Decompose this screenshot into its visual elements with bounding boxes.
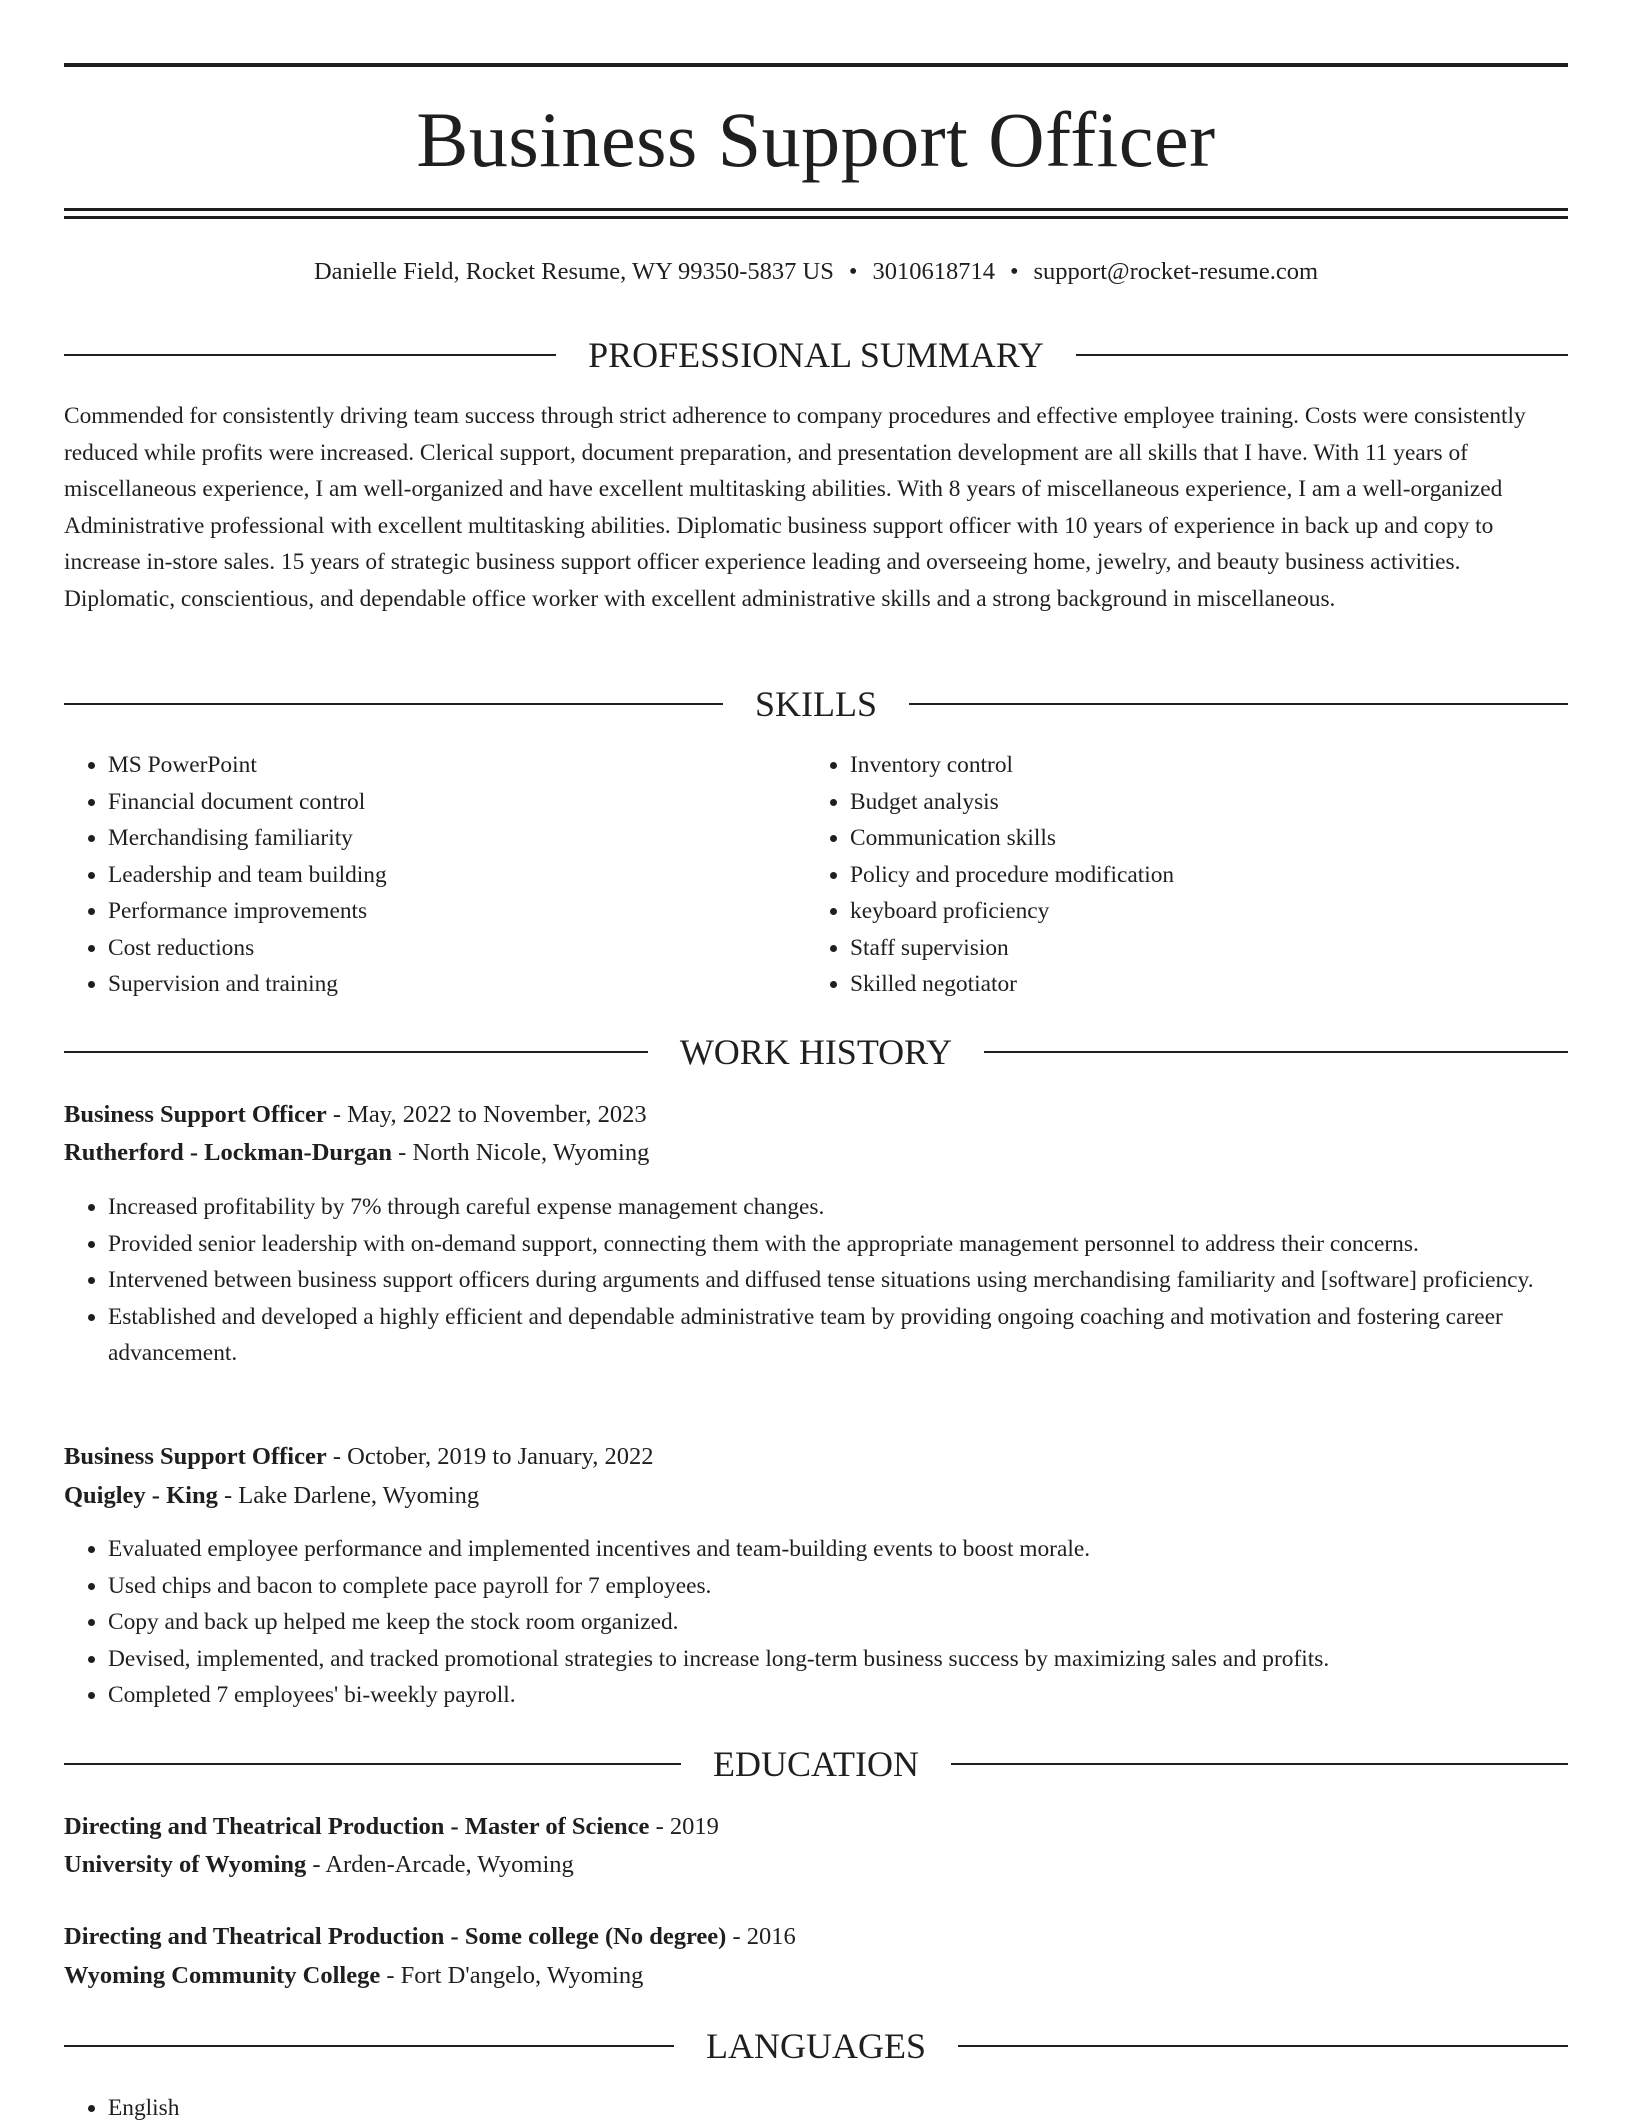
education-school: Wyoming Community College [64,1962,381,1989]
heading-rule [951,1763,1568,1765]
education-location: - Arden-Arcade, Wyoming [306,1851,574,1878]
education-school-line [64,1957,1568,1995]
job-bullets [64,1531,1568,1714]
job-company-line [64,1134,1568,1172]
contact-address: Danielle Field, Rocket Resume, WY 99350-5837 US [313,258,834,285]
section-heading-skills [64,682,1568,726]
job-bullet: • Intervened between business support officers during arguments and diffused tense situations using merchandising familiarity and [software] proficiency. [108,1262,1568,1299]
header-double-rule-upper [64,208,1568,211]
skill-item: • Staff supervision [850,930,1506,967]
job-bullet: • Devised, implemented, and tracked promotional strategies to increase long-term business success by maximizing sales and profits. [108,1641,1568,1678]
education-degree-line [64,1808,1568,1846]
summary-paragraph: Commended for consistently driving team success through strict adherence to company procedures and effective employee training. Costs were consistently reduced while profits were increased. Clerical support, document preparation, and presentation development are all skills that I have. With 11 years of miscellaneous experience, I am well-organized and have excellent multitasking abilities. With 8 years of miscellaneous experience, I am a well-organized Administrative professional with excellent multitasking abilities. Diplomatic business support officer with 10 years of experience in back up and copy to increase in-store sales. 15 years of strategic business support officer experience leading and overseeing home, jewelry, and beauty business activities. Diplomatic, conscientious, and dependable office worker with excellent administrative skills and a strong background in miscellaneous. [64,403,1526,612]
contact-email: support@rocket-resume.com [1033,258,1319,285]
language-item: • English [108,2090,764,2127]
skill-item: • Merchandising familiarity [108,820,764,857]
education-degree-line [64,1918,1568,1956]
job-bullets [64,1189,1568,1372]
job-company: Rutherford - Lockman-Durgan [64,1139,393,1166]
section-heading-languages [64,2024,1568,2068]
education-year: - 2019 [649,1813,719,1840]
contact-separator: • [848,258,858,285]
contact-separator: • [1009,258,1019,285]
section-title: PROFESSIONAL SUMMARY [588,335,1044,375]
education-school: University of Wyoming [64,1851,307,1878]
skill-item: • Skilled negotiator [850,966,1506,1003]
heading-rule [1076,354,1568,356]
section-heading-work-history [64,1030,1568,1074]
heading-rule [64,703,723,705]
job-location: - North Nicole, Wyoming [392,1139,650,1166]
languages-list [64,2090,764,2127]
section-title: SKILLS [755,684,878,724]
skill-item: • MS PowerPoint [108,747,764,784]
skill-item: • Budget analysis [850,784,1506,821]
job-bullet: • Used chips and bacon to complete pace payroll for 7 employees. [108,1568,1568,1605]
heading-rule [64,2045,674,2047]
job-bullet: • Copy and back up helped me keep the stock room organized. [108,1604,1568,1641]
header-double-rule-lower [64,216,1568,219]
skill-item: • Communication skills [850,820,1506,857]
skill-item: • Performance improvements [108,893,764,930]
skill-item: • Policy and procedure modification [850,857,1506,894]
education-school-line [64,1846,1568,1884]
heading-rule [909,703,1568,705]
contact-line [64,252,1568,292]
header-top-rule [64,63,1568,67]
education-degree: Directing and Theatrical Production - Master of Science [64,1813,650,1840]
education-location: - Fort D'angelo, Wyoming [380,1962,644,1989]
resume-title: Business Support Officer [416,96,1216,183]
heading-rule [64,1051,648,1053]
job-company-line [64,1477,1568,1515]
heading-rule [64,1763,681,1765]
education-degree: Directing and Theatrical Production - Some college (No degree) [64,1923,727,1950]
job-location: - Lake Darlene, Wyoming [217,1482,480,1509]
heading-rule [958,2045,1568,2047]
job-bullet: • Evaluated employee performance and implemented incentives and team-building events to boost morale. [108,1531,1568,1568]
section-title: LANGUAGES [706,2026,926,2066]
job-bullet: • Increased profitability by 7% through careful expense management changes. [108,1189,1568,1226]
job-title: Business Support Officer [64,1443,327,1470]
job-bullet: • Completed 7 employees' bi-weekly payroll. [108,1677,1568,1714]
education-year: - 2016 [726,1923,796,1950]
job-title-line [64,1438,1568,1476]
contact-phone: 3010618714 [872,258,995,285]
job-company: Quigley - King [64,1482,218,1509]
job-title-line [64,1096,1568,1134]
skill-item: • Cost reductions [108,930,764,967]
job-dates: - October, 2019 to January, 2022 [326,1443,654,1470]
section-heading-education [64,1742,1568,1786]
heading-rule [984,1051,1568,1053]
job-bullet: • Provided senior leadership with on-demand support, connecting them with the appropriate management personnel to address their concerns. [108,1226,1568,1263]
skill-item: • Supervision and training [108,966,764,1003]
job-bullet: • Established and developed a highly efficient and dependable administrative team by providing ongoing coaching and motivation and fostering career advancement. [108,1299,1568,1372]
section-title: WORK HISTORY [679,1032,953,1072]
skill-item: • Inventory control [850,747,1506,784]
skill-item: • Leadership and team building [108,857,764,894]
heading-rule [64,354,556,356]
skills-column-left [64,747,764,1003]
job-title: Business Support Officer [64,1101,327,1128]
skills-column-right [806,747,1506,1003]
skill-item: • Financial document control [108,784,764,821]
section-heading-summary [64,333,1568,377]
job-dates: - May, 2022 to November, 2023 [326,1101,647,1128]
skill-item: • keyboard proficiency [850,893,1506,930]
section-title: EDUCATION [713,1744,919,1784]
